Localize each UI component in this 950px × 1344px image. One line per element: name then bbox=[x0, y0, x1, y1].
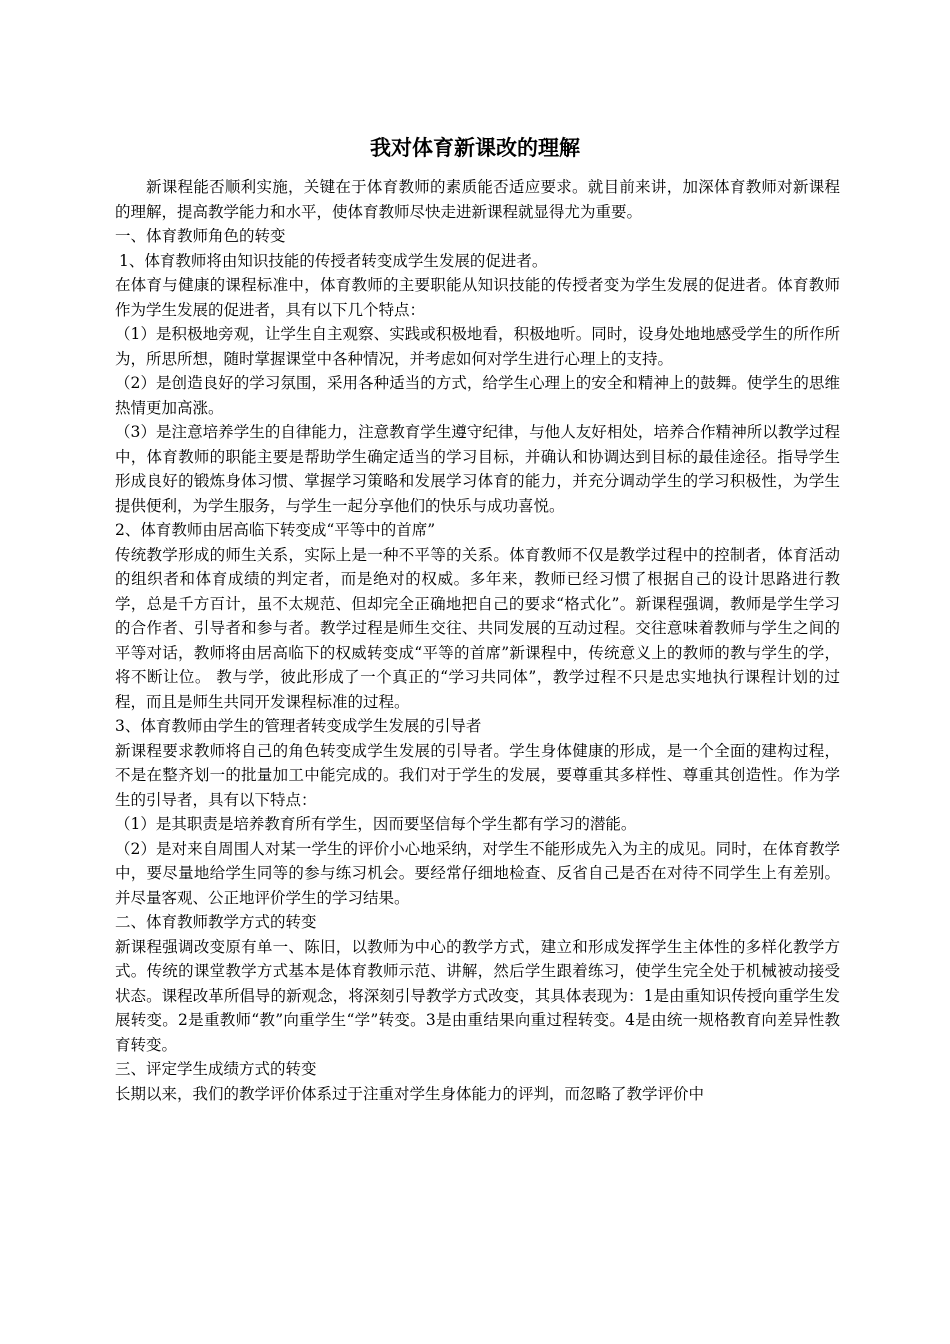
body-paragraph: 新课程要求教师将自己的角色转变成学生发展的引导者。学生身体健康的形成，是一个全面的建构过程，不是在整齐划一的批量加工中能完成的。我们对于学生的发展，要尊重其多样性、尊重其创造性。作为学生的引导者，具有以下特点： bbox=[115, 741, 840, 809]
list-item-2: （2）是对来自周围人对某一学生的评价小心地采纳，对学生不能形成先入为主的成见。同时，在体育教学中，要尽量地给学生同等的参与练习机会。要经常仔细地检查、反省自己是否在对待不同学生上有差别。并尽量客观、公正地评价学生的学习结果。 bbox=[115, 839, 840, 907]
body-paragraph: 长期以来，我们的教学评价体系过于注重对学生身体能力的评判，而忽略了教学评价中 bbox=[115, 1084, 705, 1103]
intro-paragraph: 新课程能否顺利实施，关键在于体育教师的素质能否适应要求。就目前来讲，加深体育教师对新课程的理解，提高教学能力和水平，使体育教师尽快走进新课程就显得尤为重要。 bbox=[115, 178, 840, 221]
body-paragraph: 在体育与健康的课程标准中，体育教师的主要职能从知识技能的传授者变为学生发展的促进者。体育教师作为学生发展的促进者，具有以下几个特点： bbox=[115, 276, 840, 319]
document-title: 我对体育新课改的理解 bbox=[370, 135, 580, 160]
body-paragraph: 新课程强调改变原有单一、陈旧，以教师为中心的教学方式，建立和形成发挥学生主体性的多样化教学方式。传统的课堂教学方式基本是体育教师示范、讲解，然后学生跟着练习，使学生完全处于机械被动接受状态。课程改革所倡导的新观念，将深刻引导教学方式改变，其具体表现为：1是由重知识传授向重学生发展转变。2是重教师“教”向重学生“学”转变。3是由重结果向重过程转变。4是由统一规格教育向差异性教育转变。 bbox=[115, 937, 840, 1054]
subsection-heading-1-3: 3、体育教师由学生的管理者转变成学生发展的引导者 bbox=[115, 717, 482, 735]
section-heading-3: 三、评定学生成绩方式的转变 bbox=[115, 1060, 317, 1078]
section-heading-2: 二、体育教师教学方式的转变 bbox=[115, 913, 317, 931]
list-item-2: （2）是创造良好的学习氛围，采用各种适当的方式，给学生心理上的安全和精神上的鼓舞。使学生的思维热情更加高涨。 bbox=[115, 374, 840, 417]
subsection-heading-1-2: 2、体育教师由居高临下转变成“平等中的首席” bbox=[115, 521, 436, 539]
body-paragraph: 传统教学形成的师生关系，实际上是一种不平等的关系。体育教师不仅是教学过程中的控制者，体育活动的组织者和体育成绩的判定者，而是绝对的权威。多年来，教师已经习惯了根据自己的设计思路进行教学，总是千方百计，虽不太规范、但却完全正确地把自己的要求“格式化”。新课程强调，教师是学生学习的合作者、引导者和参与者。教学过程是师生交往、共同发展的互动过程。交往意味着教师与学生之间的平等对话，教师将由居高临下的权威转变成“平等的首席”新课程中，传统意义上的教师的教与学生的学，将不断让位。 教与学，彼此形成了一个真正的“学习共同体”，教学过程不只是忠实地执行课程计划的过程，而且是师生共同开发课程标准的过程。 bbox=[115, 545, 840, 711]
document-body bbox=[115, 175, 840, 1106]
subsection-heading-1-1: 1、体育教师将由知识技能的传授者转变成学生发展的促进者。 bbox=[119, 251, 548, 270]
section-heading-1: 一、体育教师角色的转变 bbox=[115, 227, 286, 245]
list-item-3: （3）是注意培养学生的自律能力，注意教育学生遵守纪律，与他人友好相处，培养合作精神所以教学过程中，体育教师的职能主要是帮助学生确定适当的学习目标，并确认和协调达到目标的最佳途径。指导学生形成良好的锻炼身体习惯、掌握学习策略和发展学习体育的能力，并充分调动学生的学习积极性，为学生提供便利，为学生服务，与学生一起分享他们的快乐与成功喜悦。 bbox=[115, 423, 840, 515]
list-item-1: （1）是积极地旁观，让学生自主观察、实践或积极地看，积极地听。同时，设身处地地感受学生的所作所为，所思所想，随时掌握课堂中各种情况，并考虑如何对学生进行心理上的支持。 bbox=[115, 325, 840, 368]
list-item-1: （1）是其职责是培养教育所有学生，因而要坚信每个学生都有学习的潜能。 bbox=[115, 815, 637, 833]
